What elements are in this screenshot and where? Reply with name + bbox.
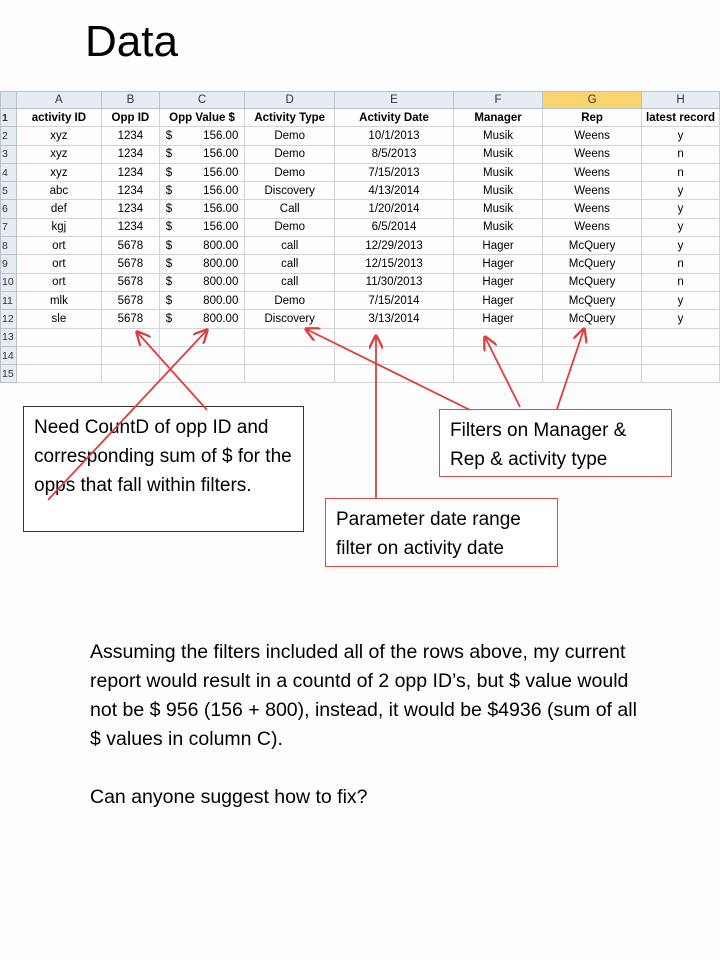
latest-record-cell[interactable]: y bbox=[642, 182, 720, 200]
column-header-h[interactable]: H bbox=[642, 92, 720, 109]
opp-id-cell[interactable]: 1234 bbox=[102, 145, 160, 163]
activity-date-cell[interactable]: 6/5/2014 bbox=[335, 218, 454, 236]
activity-type-cell[interactable]: Demo bbox=[245, 218, 335, 236]
empty-cell[interactable] bbox=[642, 328, 720, 346]
field-header-cell[interactable]: Opp ID bbox=[102, 109, 160, 127]
row-header-14[interactable]: 14 bbox=[1, 346, 17, 364]
latest-record-cell[interactable]: y bbox=[642, 218, 720, 236]
opp-id-cell[interactable]: 5678 bbox=[102, 237, 160, 255]
empty-cell[interactable] bbox=[245, 328, 335, 346]
latest-record-cell[interactable]: y bbox=[642, 310, 720, 328]
empty-cell[interactable] bbox=[543, 346, 642, 364]
activity-type-cell[interactable]: Discovery bbox=[245, 310, 335, 328]
table-row bbox=[1, 218, 720, 236]
empty-cell[interactable] bbox=[335, 346, 454, 364]
row-header-2[interactable]: 2 bbox=[1, 127, 17, 145]
table-row bbox=[1, 163, 720, 181]
currency-symbol: $ bbox=[165, 312, 173, 325]
opp-value-cell[interactable] bbox=[159, 291, 245, 309]
row-header-6[interactable]: 6 bbox=[1, 200, 17, 218]
opp-value-amount: 800.00 bbox=[203, 312, 239, 325]
parameter-callout-text: Parameter date range filter on activity date bbox=[336, 509, 521, 559]
opp-value-cell[interactable] bbox=[159, 127, 245, 145]
rep-cell[interactable]: Weens bbox=[543, 145, 642, 163]
column-header-c[interactable]: C bbox=[159, 92, 245, 109]
opp-value-amount: 156.00 bbox=[203, 166, 239, 179]
spreadsheet-grid bbox=[0, 91, 720, 383]
column-header-d[interactable]: D bbox=[245, 92, 335, 109]
activity-id-cell[interactable]: abc bbox=[16, 182, 101, 200]
row-header-3[interactable]: 3 bbox=[1, 145, 17, 163]
field-header-cell[interactable]: Activity Type bbox=[245, 109, 335, 127]
field-header-cell[interactable]: Rep bbox=[543, 109, 642, 127]
opp-value-cell[interactable] bbox=[159, 255, 245, 273]
column-header-e[interactable]: E bbox=[335, 92, 454, 109]
empty-cell[interactable] bbox=[642, 346, 720, 364]
currency-symbol: $ bbox=[165, 148, 173, 161]
row-header-13[interactable]: 13 bbox=[1, 328, 17, 346]
table-row bbox=[1, 200, 720, 218]
row-header-8[interactable]: 8 bbox=[1, 237, 17, 255]
opp-value-amount: 800.00 bbox=[203, 239, 239, 252]
slide-title: Data bbox=[85, 17, 178, 66]
empty-cell[interactable] bbox=[16, 328, 101, 346]
activity-id-cell[interactable]: xyz bbox=[16, 145, 101, 163]
currency-symbol: $ bbox=[165, 294, 173, 307]
opp-value-amount: 800.00 bbox=[203, 294, 239, 307]
empty-cell[interactable] bbox=[102, 346, 160, 364]
activity-type-cell[interactable]: Demo bbox=[245, 127, 335, 145]
rep-cell[interactable]: McQuery bbox=[543, 310, 642, 328]
question-paragraph: Assuming the filters included all of the rows above, my current report would result in a countd of 2 opp ID’s, but $ value would not be $ 956 (156 + 800), instead, it would be $4936 (sum of all $ values in column C). bbox=[90, 641, 637, 750]
rep-cell[interactable]: Weens bbox=[543, 182, 642, 200]
currency-symbol: $ bbox=[165, 166, 173, 179]
opp-id-cell[interactable]: 5678 bbox=[102, 273, 160, 291]
row-header-4[interactable]: 4 bbox=[1, 163, 17, 181]
opp-id-cell[interactable]: 1234 bbox=[102, 200, 160, 218]
activity-id-cell[interactable]: ort bbox=[16, 237, 101, 255]
row-header-12[interactable]: 12 bbox=[1, 310, 17, 328]
currency-symbol: $ bbox=[165, 203, 173, 216]
opp-value-amount: 800.00 bbox=[203, 276, 239, 289]
activity-id-cell[interactable]: ort bbox=[16, 255, 101, 273]
table-row bbox=[1, 127, 720, 145]
opp-value-amount: 156.00 bbox=[203, 203, 239, 216]
row-header-11[interactable]: 11 bbox=[1, 291, 17, 309]
column-header-f[interactable]: F bbox=[454, 92, 543, 109]
activity-id-cell[interactable]: kgj bbox=[16, 218, 101, 236]
opp-value-cell[interactable] bbox=[159, 237, 245, 255]
row-header-5[interactable]: 5 bbox=[1, 182, 17, 200]
activity-date-cell[interactable]: 7/15/2013 bbox=[335, 163, 454, 181]
manager-cell[interactable]: Hager bbox=[454, 310, 543, 328]
question-ask: Can anyone suggest how to fix? bbox=[90, 786, 368, 808]
activity-date-cell[interactable]: 1/20/2014 bbox=[335, 200, 454, 218]
table-row bbox=[1, 182, 720, 200]
manager-cell[interactable]: Musik bbox=[454, 200, 543, 218]
activity-date-cell[interactable]: 11/30/2013 bbox=[335, 273, 454, 291]
currency-symbol: $ bbox=[165, 221, 173, 234]
manager-cell[interactable]: Musik bbox=[454, 182, 543, 200]
table-row bbox=[1, 310, 720, 328]
activity-date-cell[interactable]: 10/1/2013 bbox=[335, 127, 454, 145]
empty-cell[interactable] bbox=[159, 346, 245, 364]
latest-record-cell[interactable]: y bbox=[642, 200, 720, 218]
empty-cell[interactable] bbox=[102, 365, 160, 383]
rep-cell[interactable]: Weens bbox=[543, 200, 642, 218]
empty-cell[interactable] bbox=[454, 365, 543, 383]
currency-symbol: $ bbox=[165, 258, 173, 271]
activity-type-cell[interactable]: call bbox=[245, 273, 335, 291]
empty-cell[interactable] bbox=[642, 365, 720, 383]
opp-value-cell[interactable] bbox=[159, 163, 245, 181]
opp-id-cell[interactable]: 5678 bbox=[102, 255, 160, 273]
activity-id-cell[interactable]: def bbox=[16, 200, 101, 218]
activity-id-cell[interactable]: xyz bbox=[16, 163, 101, 181]
manager-cell[interactable]: Hager bbox=[454, 237, 543, 255]
manager-cell[interactable]: Hager bbox=[454, 255, 543, 273]
row-header-9[interactable]: 9 bbox=[1, 255, 17, 273]
empty-cell[interactable] bbox=[159, 365, 245, 383]
opp-id-cell[interactable]: 1234 bbox=[102, 182, 160, 200]
activity-id-cell[interactable]: sle bbox=[16, 310, 101, 328]
empty-cell[interactable] bbox=[543, 328, 642, 346]
empty-cell[interactable] bbox=[335, 365, 454, 383]
empty-cell[interactable] bbox=[454, 328, 543, 346]
field-header-cell[interactable]: Activity Date bbox=[335, 109, 454, 127]
manager-cell[interactable]: Musik bbox=[454, 218, 543, 236]
manager-cell[interactable]: Musik bbox=[454, 127, 543, 145]
currency-symbol: $ bbox=[165, 239, 173, 252]
opp-id-cell[interactable]: 1234 bbox=[102, 163, 160, 181]
activity-id-cell[interactable]: xyz bbox=[16, 127, 101, 145]
column-header-a[interactable]: A bbox=[16, 92, 101, 109]
table-row bbox=[1, 291, 720, 309]
empty-cell[interactable] bbox=[159, 328, 245, 346]
activity-type-cell[interactable]: Demo bbox=[245, 145, 335, 163]
opp-value-cell[interactable] bbox=[159, 310, 245, 328]
rep-cell[interactable]: McQuery bbox=[543, 237, 642, 255]
activity-type-cell[interactable]: Demo bbox=[245, 291, 335, 309]
column-header-row bbox=[1, 92, 720, 109]
activity-id-cell[interactable]: ort bbox=[16, 273, 101, 291]
currency-symbol: $ bbox=[165, 184, 173, 197]
empty-cell[interactable] bbox=[102, 328, 160, 346]
latest-record-cell[interactable]: n bbox=[642, 163, 720, 181]
table-row bbox=[1, 237, 720, 255]
table-header-row bbox=[1, 109, 720, 127]
opp-value-amount: 800.00 bbox=[203, 258, 239, 271]
activity-date-cell[interactable]: 8/5/2013 bbox=[335, 145, 454, 163]
opp-value-amount: 156.00 bbox=[203, 184, 239, 197]
rep-cell[interactable]: McQuery bbox=[543, 273, 642, 291]
currency-symbol: $ bbox=[165, 129, 173, 142]
latest-record-cell[interactable]: n bbox=[642, 273, 720, 291]
empty-cell[interactable] bbox=[245, 346, 335, 364]
opp-value-amount: 156.00 bbox=[203, 129, 239, 142]
rep-cell[interactable]: Weens bbox=[543, 163, 642, 181]
activity-type-cell[interactable]: call bbox=[245, 237, 335, 255]
filters-callout bbox=[439, 409, 672, 477]
filters-callout-text: Filters on Manager & Rep & activity type bbox=[450, 420, 627, 470]
empty-cell[interactable] bbox=[335, 328, 454, 346]
opp-id-cell[interactable]: 1234 bbox=[102, 127, 160, 145]
activity-date-cell[interactable]: 3/13/2014 bbox=[335, 310, 454, 328]
empty-cell[interactable] bbox=[16, 365, 101, 383]
rep-cell[interactable]: Weens bbox=[543, 218, 642, 236]
countd-callout bbox=[23, 406, 304, 532]
manager-cell[interactable]: Hager bbox=[454, 273, 543, 291]
manager-cell[interactable]: Musik bbox=[454, 145, 543, 163]
opp-value-cell[interactable] bbox=[159, 200, 245, 218]
empty-cell[interactable] bbox=[454, 346, 543, 364]
latest-record-cell[interactable]: y bbox=[642, 291, 720, 309]
latest-record-cell[interactable]: n bbox=[642, 255, 720, 273]
spreadsheet bbox=[0, 91, 720, 380]
activity-date-cell[interactable]: 12/15/2013 bbox=[335, 255, 454, 273]
latest-record-cell[interactable]: y bbox=[642, 237, 720, 255]
activity-date-cell[interactable]: 7/15/2014 bbox=[335, 291, 454, 309]
column-header-g[interactable]: G bbox=[543, 92, 642, 109]
activity-type-cell[interactable]: Demo bbox=[245, 163, 335, 181]
row-header-15[interactable]: 15 bbox=[1, 365, 17, 383]
field-header-cell[interactable]: latest record bbox=[642, 109, 720, 127]
activity-date-cell[interactable]: 12/29/2013 bbox=[335, 237, 454, 255]
row-header-10[interactable]: 10 bbox=[1, 273, 17, 291]
opp-id-cell[interactable]: 5678 bbox=[102, 291, 160, 309]
opp-value-cell[interactable] bbox=[159, 273, 245, 291]
opp-id-cell[interactable]: 5678 bbox=[102, 310, 160, 328]
empty-cell[interactable] bbox=[16, 346, 101, 364]
empty-row bbox=[1, 365, 720, 383]
countd-callout-text: Need CountD of opp ID and corresponding sum of $ for the opps that fall within filters. bbox=[34, 417, 292, 496]
rep-cell[interactable]: McQuery bbox=[543, 255, 642, 273]
manager-cell[interactable]: Hager bbox=[454, 291, 543, 309]
empty-row bbox=[1, 346, 720, 364]
field-header-cell[interactable]: Manager bbox=[454, 109, 543, 127]
activity-type-cell[interactable]: Discovery bbox=[245, 182, 335, 200]
column-header-b[interactable]: B bbox=[102, 92, 160, 109]
latest-record-cell[interactable]: y bbox=[642, 127, 720, 145]
opp-value-amount: 156.00 bbox=[203, 221, 239, 234]
currency-symbol: $ bbox=[165, 276, 173, 289]
manager-cell[interactable]: Musik bbox=[454, 163, 543, 181]
empty-cell[interactable] bbox=[543, 365, 642, 383]
table-row bbox=[1, 255, 720, 273]
empty-cell[interactable] bbox=[245, 365, 335, 383]
table-row bbox=[1, 273, 720, 291]
opp-value-cell[interactable] bbox=[159, 218, 245, 236]
opp-value-cell[interactable] bbox=[159, 145, 245, 163]
opp-value-cell[interactable] bbox=[159, 182, 245, 200]
field-header-cell[interactable]: Opp Value $ bbox=[159, 109, 245, 127]
question-text bbox=[90, 638, 640, 812]
empty-row bbox=[1, 328, 720, 346]
table-row bbox=[1, 145, 720, 163]
activity-type-cell[interactable]: call bbox=[245, 255, 335, 273]
opp-value-amount: 156.00 bbox=[203, 148, 239, 161]
latest-record-cell[interactable]: n bbox=[642, 145, 720, 163]
rep-cell[interactable]: Weens bbox=[543, 127, 642, 145]
field-header-cell[interactable]: activity ID bbox=[16, 109, 101, 127]
activity-date-cell[interactable]: 4/13/2014 bbox=[335, 182, 454, 200]
opp-id-cell[interactable]: 1234 bbox=[102, 218, 160, 236]
parameter-callout bbox=[325, 498, 558, 567]
row-header-7[interactable]: 7 bbox=[1, 218, 17, 236]
activity-id-cell[interactable]: mlk bbox=[16, 291, 101, 309]
row-header-1[interactable]: 1 bbox=[1, 109, 17, 127]
activity-type-cell[interactable]: Call bbox=[245, 200, 335, 218]
select-all-corner[interactable] bbox=[1, 92, 17, 109]
rep-cell[interactable]: McQuery bbox=[543, 291, 642, 309]
